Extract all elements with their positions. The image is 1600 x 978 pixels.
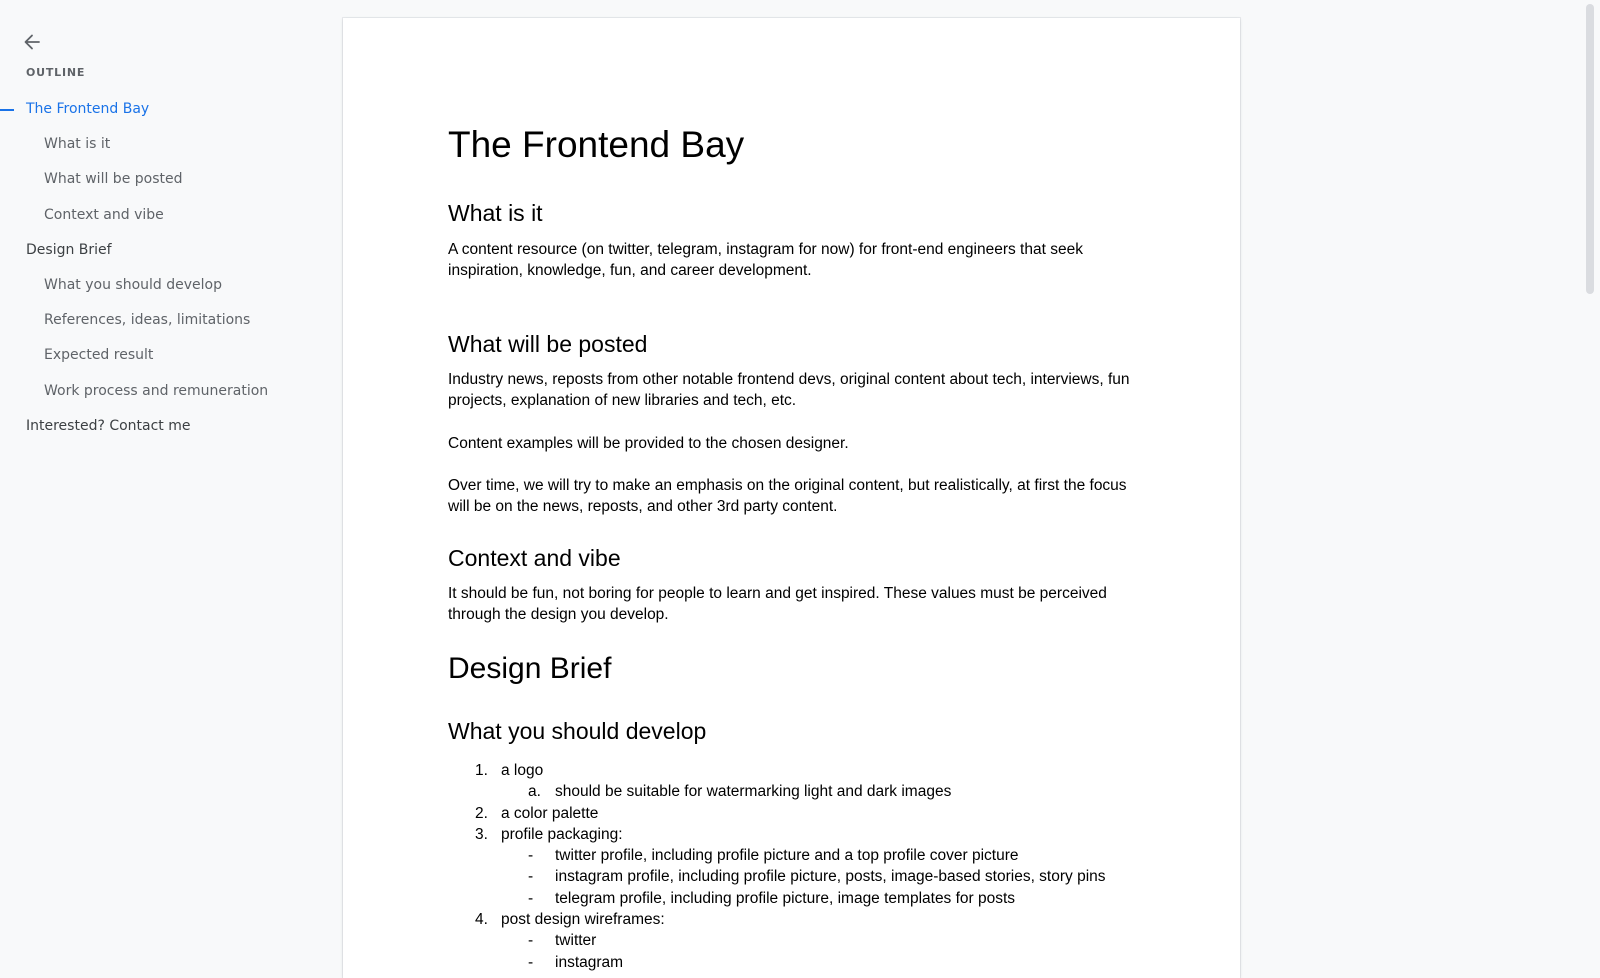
active-indicator (0, 109, 14, 111)
list-text: instagram (555, 953, 624, 971)
outline-item-label: References, ideas, limitations (44, 312, 251, 329)
outline-list (0, 92, 330, 444)
list-text: should be suitable for watermarking light and dark images (555, 783, 952, 801)
list-marker: 2. (475, 804, 488, 822)
outline-item-expected-result[interactable] (0, 338, 330, 373)
paragraph-what-is-it: A content resource (on twitter, telegram, instagram for now) for front-end engineers that seek inspiration, knowledge, fun, and career development. (448, 241, 1083, 279)
outline-item-label: Design Brief (26, 241, 112, 258)
list-marker: - (528, 953, 534, 971)
list-marker: 1. (475, 762, 488, 779)
list-item (448, 909, 1168, 930)
list-item (448, 930, 1168, 951)
outline-item-what-you-should-develop[interactable] (0, 268, 330, 303)
list-text: instagram profile, including profile picture, posts, image-based stories, story pins (555, 868, 1106, 886)
outline-item-interested-contact[interactable] (0, 409, 330, 444)
outline-item-label: What will be posted (44, 171, 183, 188)
list-text: profile packaging: (501, 825, 623, 843)
list-item (448, 952, 1168, 973)
list-text: post design wireframes: (501, 911, 665, 929)
list-item (448, 781, 1168, 802)
heading-what-is-it: What is it (448, 200, 543, 226)
scrollbar-thumb[interactable] (1586, 4, 1594, 294)
outline-item-what-will-be-posted[interactable] (0, 162, 330, 197)
paragraph-posted-1: Industry news, reposts from other notable frontend devs, original content about tech, interviews, fun projects, explanation of new libraries and tech, etc. (448, 371, 1130, 409)
heading-context-and-vibe: Context and vibe (448, 545, 621, 571)
outline-item-label: What you should develop (44, 276, 222, 293)
paragraph-posted-2: Content examples will be provided to the chosen designer. (448, 435, 849, 452)
outline-item-label: What is it (44, 136, 111, 153)
outline-item-label: The Frontend Bay (26, 101, 150, 117)
list-marker: - (528, 847, 534, 865)
outline-item-label: Expected result (44, 347, 154, 364)
list-marker: a. (528, 783, 541, 801)
outline-item-label: Work process and remuneration (44, 382, 269, 399)
list-text: twitter (555, 932, 597, 950)
paragraph-posted-3: Over time, we will try to make an emphasis on the original content, but realistically, at first the focus will be on the news, reposts, and other 3rd party content. (448, 477, 1127, 515)
list-marker: 3. (475, 825, 488, 843)
list-marker: - (528, 932, 534, 950)
list-marker: - (528, 889, 534, 907)
vertical-scrollbar[interactable] (1580, 0, 1600, 967)
list-item (448, 866, 1168, 887)
outline-heading: OUTLINE (26, 66, 86, 79)
list-item (448, 803, 1168, 824)
list-text: twitter profile, including profile picture and a top profile cover picture (555, 847, 1019, 865)
heading-what-you-should-develop: What you should develop (448, 718, 707, 744)
paragraph-context: It should be fun, not boring for people to learn and get inspired. These values must be perceived through the design you develop. (448, 585, 1107, 623)
list-item (448, 845, 1168, 866)
list-item (448, 888, 1168, 909)
list-item (448, 760, 1168, 781)
arrow-left-icon (22, 32, 42, 52)
outline-item-label: Interested? Contact me (26, 417, 191, 434)
heading-design-brief: Design Brief (448, 652, 612, 685)
list-text: telegram profile, including profile picture, image templates for posts (555, 889, 1016, 907)
outline-item-the-frontend-bay[interactable] (0, 92, 330, 127)
outline-item-references[interactable] (0, 303, 330, 338)
list-text: a color palette (501, 804, 599, 822)
outline-item-label: Context and vibe (44, 206, 164, 223)
list-text: a logo (501, 762, 544, 779)
back-button[interactable] (18, 28, 46, 56)
outline-item-work-process[interactable] (0, 374, 330, 409)
outline-item-design-brief[interactable] (0, 233, 330, 268)
outline-item-context-and-vibe[interactable] (0, 198, 330, 233)
outline-panel (0, 0, 330, 967)
develop-list (448, 760, 1168, 973)
outline-item-what-is-it[interactable] (0, 127, 330, 162)
list-marker: 4. (475, 911, 488, 929)
document-page[interactable] (343, 18, 1240, 978)
heading-what-will-be-posted: What will be posted (448, 331, 648, 357)
document-title: The Frontend Bay (448, 124, 745, 165)
list-marker: - (528, 868, 534, 886)
list-item (448, 824, 1168, 845)
